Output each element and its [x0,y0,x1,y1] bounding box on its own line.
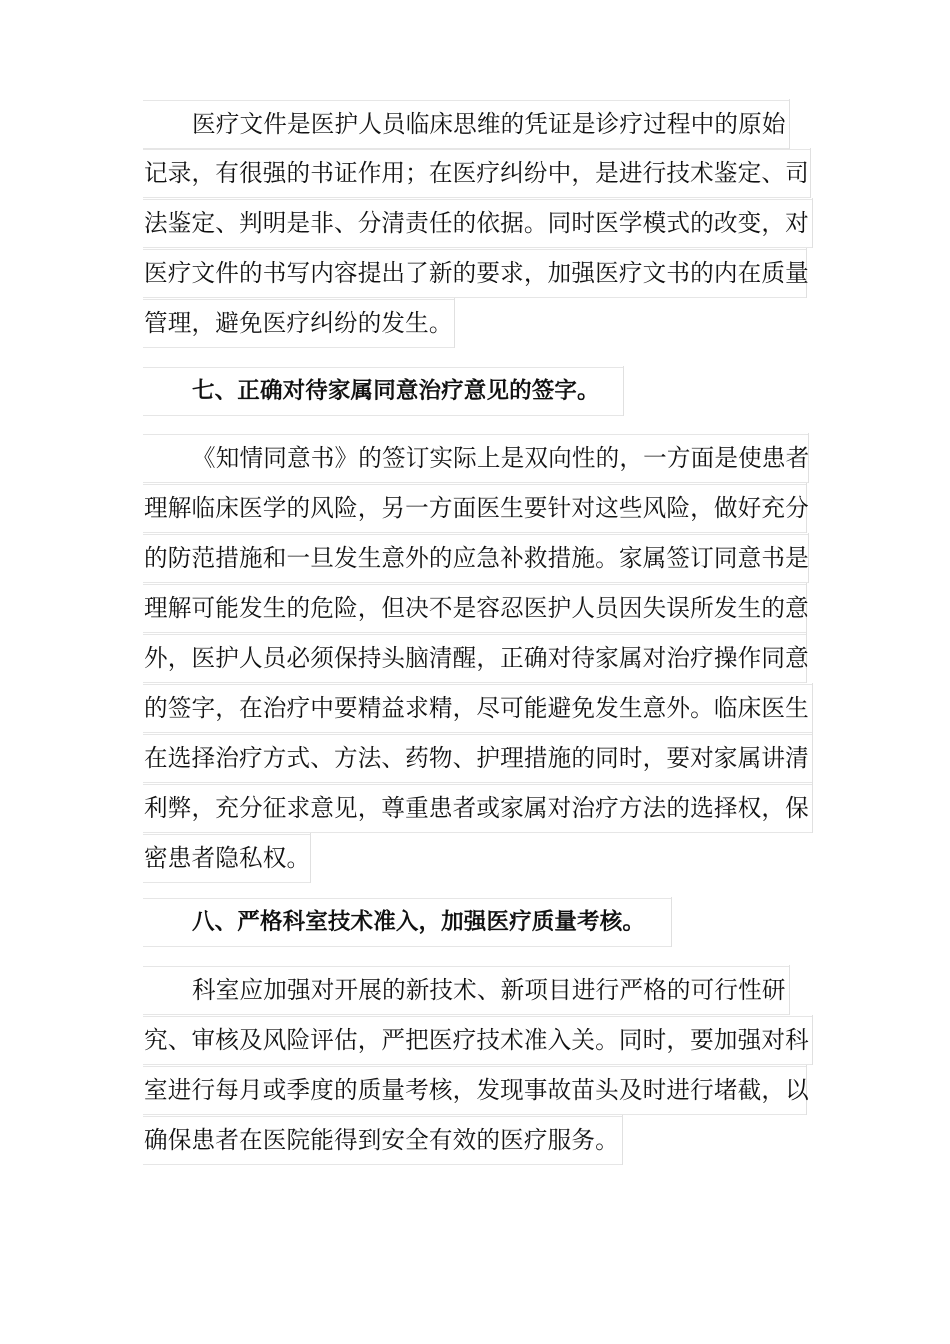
text-line: 的签字，在治疗中要精益求精，尽可能避免发生意外。临床医生 [143,683,813,733]
text-line: 记录，有很强的书证作用；在医疗纠纷中，是进行技术鉴定、司 [143,148,811,198]
section-heading-7: 七、正确对待家属同意治疗意见的签字。 [143,366,624,416]
text-line: 医疗文件的书写内容提出了新的要求，加强医疗文书的内在质量 [143,248,807,298]
text-line: 管理，避免医疗纠纷的发生。 [143,298,455,348]
text-line: 密患者隐私权。 [143,833,311,883]
text-line: 在选择治疗方式、方法、药物、护理措施的同时，要对家属讲清 [143,733,813,783]
text-line: 究、审核及风险评估，严把医疗技术准入关。同时，要加强对科 [143,1015,813,1065]
text-line: 理解可能发生的危险，但决不是容忍医护人员因失误所发生的意 [143,583,807,633]
text-line: 的防范措施和一旦发生意外的应急补救措施。家属签订同意书是 [143,533,809,583]
text-line: 科室应加强对开展的新技术、新项目进行严格的可行性研 [143,965,790,1015]
text-line: 《知情同意书》的签订实际上是双向性的，一方面是使患者 [143,433,809,483]
text-line: 医疗文件是医护人员临床思维的凭证是诊疗过程中的原始 [143,99,790,149]
section-heading-8: 八、严格科室技术准入，加强医疗质量考核。 [143,897,672,947]
text-line: 室进行每月或季度的质量考核，发现事故苗头及时进行堵截，以 [143,1065,807,1115]
text-line: 外，医护人员必须保持头脑清醒，正确对待家属对治疗操作同意 [143,633,807,683]
text-line: 理解临床医学的风险，另一方面医生要针对这些风险，做好充分 [143,483,807,533]
text-line: 确保患者在医院能得到安全有效的医疗服务。 [143,1115,623,1165]
text-line: 利弊，充分征求意见，尊重患者或家属对治疗方法的选择权，保 [143,783,813,833]
text-line: 法鉴定、判明是非、分清责任的依据。同时医学模式的改变，对 [143,198,813,248]
